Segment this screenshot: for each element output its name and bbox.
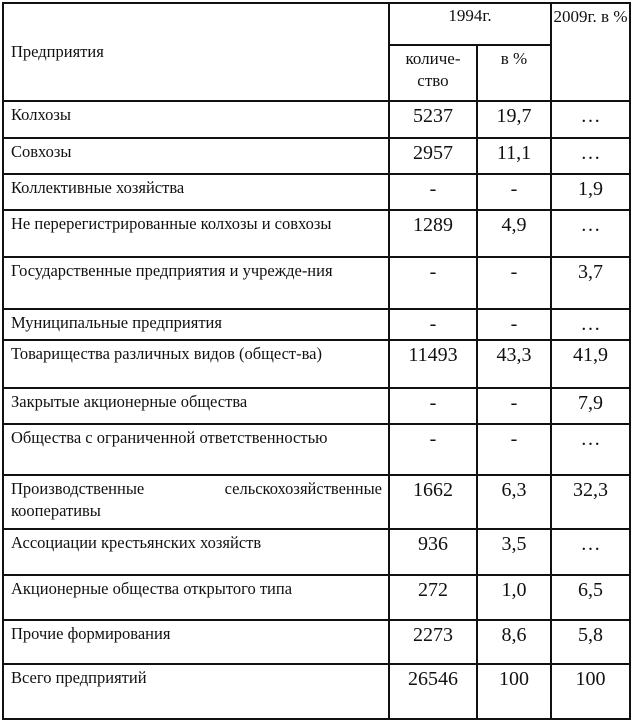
row-name: Не перерегистрированные колхозы и совхозы [3, 210, 389, 257]
header-year-1994: 1994г. [389, 3, 551, 45]
row-name: Прочие формирования [3, 620, 389, 664]
row-percent-1994: 8,6 [477, 620, 551, 664]
row-quantity-1994: - [389, 174, 477, 210]
table-row [3, 388, 630, 424]
row-quantity-1994: - [389, 424, 477, 475]
row-percent-2009: 100 [551, 664, 630, 719]
row-name: Производственные сельскохозяйственные кооперативы [3, 475, 389, 529]
table-row-total [3, 664, 630, 719]
row-percent-1994: 4,9 [477, 210, 551, 257]
table-row [3, 210, 630, 257]
row-percent-2009: … [551, 210, 630, 257]
row-percent-1994: - [477, 388, 551, 424]
row-name: Совхозы [3, 138, 389, 174]
header-enterprises: Предприятия [3, 3, 389, 101]
row-name: Товарищества различных видов (общест-ва) [3, 340, 389, 388]
header-year-2009: 2009г. в % [551, 3, 630, 101]
table-row [3, 424, 630, 475]
table-row [3, 575, 630, 619]
row-name: Общества с ограниченной ответственностью [3, 424, 389, 475]
table-row [3, 340, 630, 388]
row-quantity-1994: 1289 [389, 210, 477, 257]
row-percent-2009: … [551, 138, 630, 174]
row-percent-1994: 11,1 [477, 138, 551, 174]
row-quantity-1994: - [389, 257, 477, 308]
row-percent-1994: 6,3 [477, 475, 551, 529]
row-name: Акционерные общества открытого типа [3, 575, 389, 619]
table-row [3, 257, 630, 308]
row-percent-1994: 100 [477, 664, 551, 719]
row-name: Всего предприятий [3, 664, 389, 719]
table-row [3, 529, 630, 575]
enterprises-table [2, 2, 631, 720]
row-percent-2009: 3,7 [551, 257, 630, 308]
row-quantity-1994: 11493 [389, 340, 477, 388]
row-percent-2009: 5,8 [551, 620, 630, 664]
row-quantity-1994: 1662 [389, 475, 477, 529]
row-name: Государственные предприятия и учрежде-ния [3, 257, 389, 308]
row-percent-1994: 19,7 [477, 101, 551, 138]
row-percent-1994: - [477, 257, 551, 308]
row-percent-1994: - [477, 309, 551, 340]
row-name: Ассоциации крестьянских хозяйств [3, 529, 389, 575]
table-row [3, 620, 630, 664]
row-quantity-1994: 272 [389, 575, 477, 619]
row-percent-1994: 3,5 [477, 529, 551, 575]
row-name: Колхозы [3, 101, 389, 138]
row-percent-1994: 1,0 [477, 575, 551, 619]
row-percent-1994: 43,3 [477, 340, 551, 388]
row-percent-2009: 1,9 [551, 174, 630, 210]
row-percent-2009: … [551, 424, 630, 475]
row-percent-2009: 6,5 [551, 575, 630, 619]
row-percent-2009: 41,9 [551, 340, 630, 388]
row-quantity-1994: - [389, 388, 477, 424]
row-percent-1994: - [477, 174, 551, 210]
table-row [3, 138, 630, 174]
header-quantity: количе-ство [389, 45, 477, 101]
row-quantity-1994: - [389, 309, 477, 340]
row-percent-2009: 32,3 [551, 475, 630, 529]
row-name: Коллективные хозяйства [3, 174, 389, 210]
row-quantity-1994: 2957 [389, 138, 477, 174]
row-percent-2009: … [551, 309, 630, 340]
table-row [3, 475, 630, 529]
row-quantity-1994: 2273 [389, 620, 477, 664]
row-percent-2009: … [551, 101, 630, 138]
row-quantity-1994: 26546 [389, 664, 477, 719]
row-percent-2009: 7,9 [551, 388, 630, 424]
row-quantity-1994: 5237 [389, 101, 477, 138]
row-percent-1994: - [477, 424, 551, 475]
row-name: Закрытые акционерные общества [3, 388, 389, 424]
table-row [3, 174, 630, 210]
row-percent-2009: … [551, 529, 630, 575]
header-percent: в % [477, 45, 551, 101]
row-name: Муниципальные предприятия [3, 309, 389, 340]
table-row [3, 309, 630, 340]
row-quantity-1994: 936 [389, 529, 477, 575]
table-row [3, 101, 630, 138]
